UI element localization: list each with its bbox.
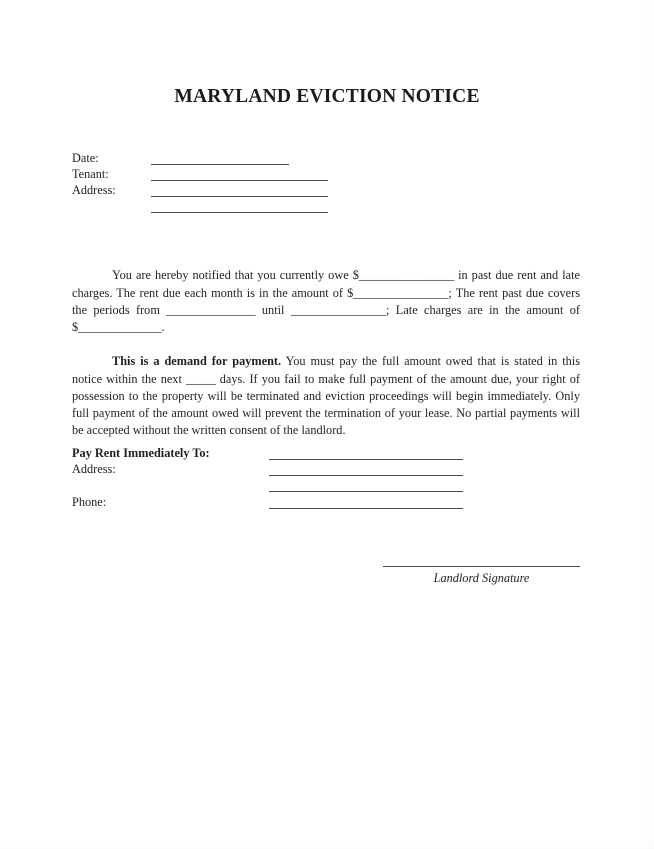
pay-row-address-line2 [72,479,472,495]
page-edge-shadow-right [644,0,654,849]
pay-row-phone [72,495,472,511]
pay-row-address [72,462,472,478]
field-row-tenant [72,167,372,183]
notice-paragraph-amounts [72,267,580,336]
p1-blank-amount-owed[interactable]: ________________ [358,268,455,283]
p1-segment-6: . [161,319,165,334]
field-row-address-line2 [72,200,372,216]
header-fields [72,151,372,216]
field-row-date [72,151,372,167]
signature-input[interactable] [383,566,580,567]
field-input-address-line1[interactable] [151,196,328,197]
p2-lead-in: This is a demand for payment. [112,354,282,369]
signature-block [383,566,580,586]
pay-label-phone: Phone: [72,495,107,510]
pay-label-payee: Pay Rent Immediately To: [72,446,210,460]
pay-label-address: Address: [72,462,116,477]
p1-blank-period-until[interactable]: ________________ [290,302,387,317]
p1-segment-3: ; The rent past due covers the periods from [72,285,580,317]
pay-input-address-line1[interactable] [269,475,463,476]
p1-segment-4: until [255,302,291,317]
p1-segment-2: in past due rent and late charges. The rent due each month is in the amount of $ [72,268,580,300]
notice-paragraph-demand [72,353,580,439]
field-label-address: Address: [72,183,116,198]
pay-row-payee [72,446,472,462]
p1-segment-1: You are hereby notified that you currently owe $ [112,268,359,283]
signature-caption: Landlord Signature [433,571,530,585]
p1-blank-monthly-rent[interactable]: ________________ [353,285,449,300]
p1-segment-5: ; Late charges are in the amount of $ [72,302,580,334]
p1-blank-period-from[interactable]: _______________ [166,302,256,317]
pay-input-address-line2[interactable] [269,491,463,492]
page-edge-shadow-bottom [0,841,654,849]
p2-blank-days[interactable]: _____ [185,371,216,386]
field-label-tenant: Tenant: [72,167,109,182]
field-input-address-line2[interactable] [151,212,328,213]
pay-input-payee[interactable] [269,459,463,460]
payment-block [72,446,472,512]
p2-segment-1: You must pay the full amount owed that is stated in this notice within the next [72,354,581,386]
field-row-address [72,183,372,199]
p2-segment-2: days. If you fail to make full payment of the amount due, your right of possession to the property will be terminated and eviction proceedings will begin immediately. Only full payment of the amount owed will prevent the termination of your lease. No partial payments will be accepted without the written consent of the landlord. [72,371,580,438]
field-input-tenant[interactable] [151,180,328,181]
field-input-date[interactable] [151,164,289,165]
p1-blank-late-charges[interactable]: ______________ [78,319,162,334]
field-label-date: Date: [72,151,99,165]
page-title: MARYLAND EVICTION NOTICE [174,86,480,108]
pay-input-phone[interactable] [269,508,463,509]
